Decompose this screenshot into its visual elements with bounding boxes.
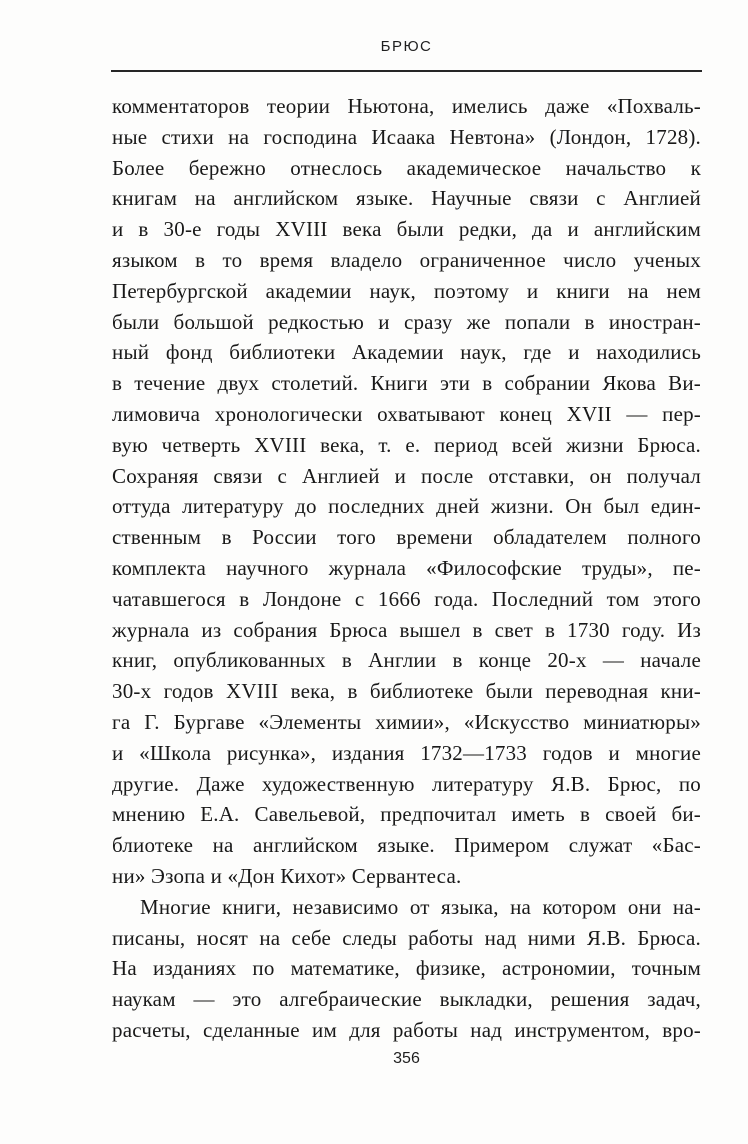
text-line: и «Школа рисунка», издания 1732—1733 годов и многие (112, 740, 701, 765)
text-line: Более бережно отнеслось академическое начальство к (112, 155, 701, 180)
text-line: журнала из собрания Брюса вышел в свет в 1730 году. Из (112, 617, 701, 642)
text-line: ственным в России того времени обладателем полного (112, 525, 701, 550)
text-line: расчеты, сделанные им для работы над инструментом, вро- (112, 1017, 701, 1042)
text-line: Петербургской академии наук, поэтому и книги на нем (112, 278, 701, 303)
text-line: блиотеке на английском языке. Примером служат «Бас- (112, 833, 701, 858)
text-line: лимовича хронологически охватывают конец XVII — пер- (112, 401, 701, 426)
page-body (112, 91, 701, 1046)
text-line: наукам — это алгебраические выкладки, решения задач, (112, 987, 701, 1012)
text-line: га Г. Бургаве «Элементы химии», «Искусство миниатюры» (112, 709, 701, 734)
text-line: в течение двух столетий. Книги эти в собрании Якова Ви- (112, 371, 701, 396)
text-line: ный фонд библиотеки Академии наук, где и находились (112, 340, 701, 365)
text-line: были большой редкостью и сразу же попали в иностран- (112, 309, 701, 334)
text-line: вую четверть XVIII века, т. е. период всей жизни Брюса. (112, 432, 701, 457)
text-line: На изданиях по математике, физике, астрономии, точным (112, 956, 701, 981)
text-line: мнению Е.А. Савельевой, предпочитал иметь в своей би- (112, 802, 701, 827)
text-line: оттуда литературу до последних дней жизни. Он был един- (112, 494, 701, 519)
text-line: Сохраняя связи с Англией и после отставки, он получал (112, 463, 701, 488)
text-line: комплекта научного журнала «Философские труды», пе- (112, 555, 701, 580)
text-line: Многие книги, независимо от языка, на котором они на- (140, 894, 701, 919)
text-line: писаны, носят на себе следы работы над ними Я.В. Брюса. (112, 925, 701, 950)
text-line: книгам на английском языке. Научные связи с Англией (112, 186, 701, 211)
text-line: языком в то время владело ограниченное число ученых (112, 247, 701, 272)
text-line: ные стихи на господина Исаака Невтона» (Лондон, 1728). (112, 124, 701, 149)
text-line: 30-х годов XVIII века, в библиотеке были переводная кни- (112, 679, 701, 704)
text-line: другие. Даже художественную литературу Я.В. Брюс, по (112, 771, 701, 796)
page-number: 356 (393, 1050, 420, 1067)
text-line: книг, опубликованных в Англии в конце 20-х — начале (112, 648, 701, 673)
header-rule (111, 70, 702, 72)
text-line: чатавшегося в Лондоне с 1666 года. Последний том этого (112, 586, 701, 611)
text-line: и в 30-е годы XVIII века были редки, да и английским (112, 217, 701, 242)
text-line: комментаторов теории Ньютона, имелись даже «Похваль- (112, 94, 701, 118)
running-head: БРЮС (380, 38, 433, 55)
text-line: ни» Эзопа и «Дон Кихот» Сервантеса. (112, 863, 462, 888)
